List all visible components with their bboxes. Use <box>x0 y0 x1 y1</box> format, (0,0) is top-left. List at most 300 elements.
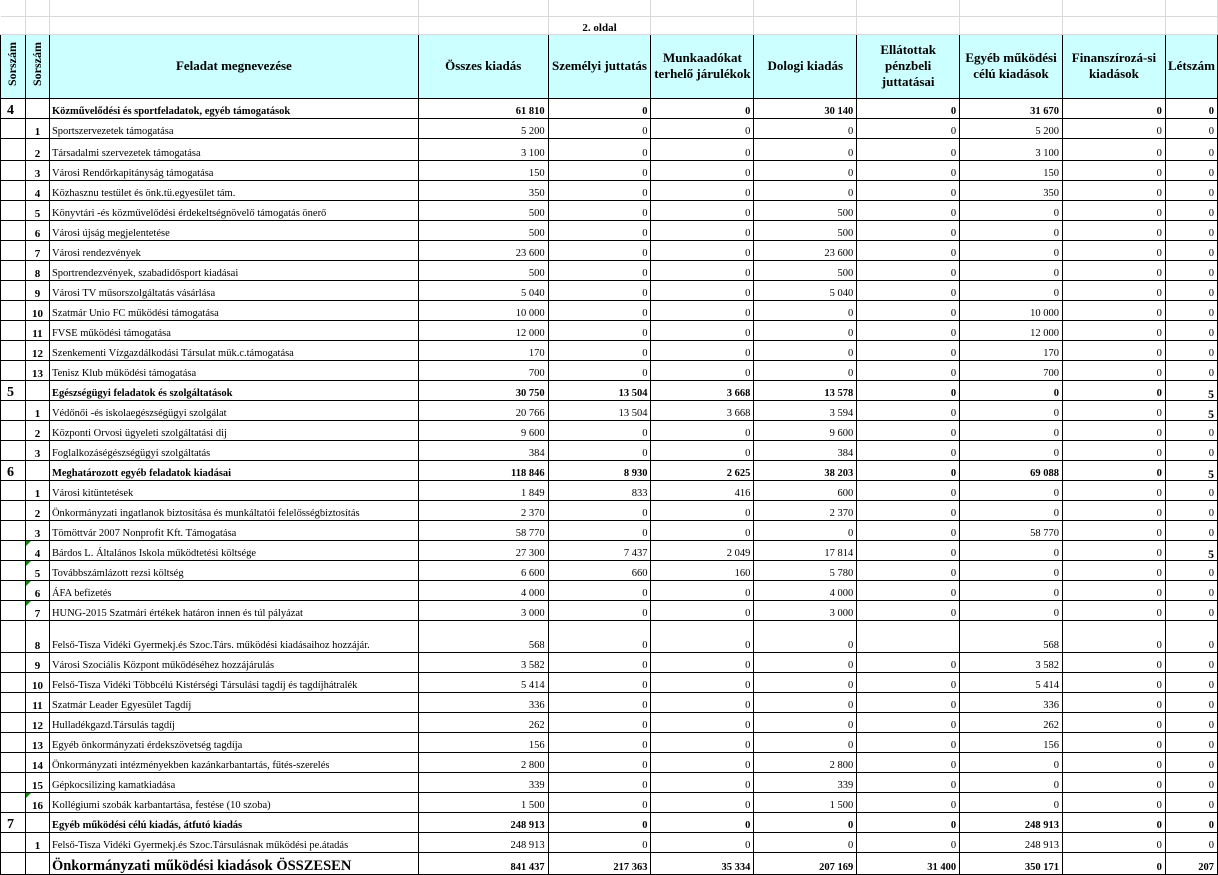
row-value: 0 <box>857 600 960 620</box>
row-name: Egyéb önkormányzati érdekszövetség tagdíja <box>49 732 418 752</box>
row-value: 262 <box>960 712 1063 732</box>
row-value: 0 <box>651 118 754 138</box>
row-value: 0 <box>754 692 857 712</box>
header-szemelyi: Személyi juttatás <box>548 34 651 98</box>
row-name: HUNG-2015 Szatmári értékek határon innen és túl pályázat <box>49 600 418 620</box>
row-value: 0 <box>1165 340 1217 360</box>
row-value: 0 <box>1165 480 1217 500</box>
row-name: Szenkementi Vízgazdálkodási Társulat mük.c.támogatása <box>49 340 418 360</box>
row-value: 0 <box>548 420 651 440</box>
row-value: 0 <box>1165 360 1217 380</box>
row-value: 31 670 <box>960 98 1063 118</box>
row-name: Sportrendezvények, szabadidősport kiadásai <box>49 260 418 280</box>
row-name: Központi Orvosi ügyeleti szolgáltatási dij <box>49 420 418 440</box>
row-value: 0 <box>1062 600 1165 620</box>
row-value: 0 <box>1062 480 1165 500</box>
row-value: 0 <box>857 772 960 792</box>
header-egyeb: Egyéb működési célú kiadások <box>960 34 1063 98</box>
row-value: 0 <box>548 200 651 220</box>
row-value: 0 <box>857 440 960 460</box>
row-value: 0 <box>857 360 960 380</box>
row-name: Felső-Tisza Vidéki Gyermekj.és Szoc.Társulásnak működési pe.átadás <box>49 832 418 852</box>
row-value: 30 140 <box>754 98 857 118</box>
row-code-cell <box>1 520 26 540</box>
row-value: 350 <box>960 180 1063 200</box>
table-row <box>1 520 1218 540</box>
header-osszes: Összes kiadás <box>418 34 548 98</box>
row-subcode: 8 <box>25 260 49 280</box>
row-code-cell <box>1 118 26 138</box>
row-value: 0 <box>1062 260 1165 280</box>
row-value: 0 <box>960 200 1063 220</box>
row-value: 0 <box>548 672 651 692</box>
row-name: Társadalmi szervezetek támogatása <box>49 138 418 160</box>
row-value: 0 <box>1165 420 1217 440</box>
row-value: 217 363 <box>548 852 651 874</box>
row-subcode: 12 <box>25 712 49 732</box>
row-value: 0 <box>651 160 754 180</box>
row-value: 0 <box>651 672 754 692</box>
row-value: 38 203 <box>754 460 857 480</box>
table-row <box>1 300 1218 320</box>
row-name: Szatmár Leader Egyesület Tagdíj <box>49 692 418 712</box>
row-value: 0 <box>1165 600 1217 620</box>
row-value: 416 <box>651 480 754 500</box>
row-subcode: 11 <box>25 320 49 340</box>
row-name: Kollégiumi szobák karbantartása, festése (10 szoba) <box>49 792 418 812</box>
row-value: 2 370 <box>754 500 857 520</box>
row-value: 500 <box>754 220 857 240</box>
row-code-cell <box>1 500 26 520</box>
row-value: 0 <box>754 118 857 138</box>
row-value: 0 <box>548 340 651 360</box>
table-row <box>1 540 1218 560</box>
row-value: 5 040 <box>754 280 857 300</box>
row-value: 0 <box>857 460 960 480</box>
row-value: 339 <box>418 772 548 792</box>
row-value: 0 <box>1062 200 1165 220</box>
row-subcode: 15 <box>25 772 49 792</box>
row-name: Felső-Tisza Vidéki Többcélú Kistérségi Társulási tagdíj és tagdíjhátralék <box>49 672 418 692</box>
row-value: 0 <box>1062 440 1165 460</box>
row-value: 13 504 <box>548 400 651 420</box>
header-munkaado: Munkaadókat terhelő járulékok <box>651 34 754 98</box>
row-value: 3 582 <box>418 652 548 672</box>
row-value: 12 000 <box>960 320 1063 340</box>
row-value: 0 <box>960 220 1063 240</box>
row-value: 0 <box>1062 340 1165 360</box>
row-value: 0 <box>651 280 754 300</box>
row-code-cell <box>1 240 26 260</box>
row-value: 0 <box>754 712 857 732</box>
row-subcode: 12 <box>25 340 49 360</box>
row-subcode: 11 <box>25 692 49 712</box>
row-value: 0 <box>1165 220 1217 240</box>
row-value: 0 <box>754 360 857 380</box>
row-value: 0 <box>754 652 857 672</box>
row-value: 0 <box>651 692 754 712</box>
row-subcode: 13 <box>25 732 49 752</box>
row-value: 0 <box>754 340 857 360</box>
row-value: 0 <box>651 752 754 772</box>
row-value: 0 <box>857 320 960 340</box>
row-value: 0 <box>1165 792 1217 812</box>
row-value: 0 <box>1165 772 1217 792</box>
table-row <box>1 620 1218 652</box>
row-value: 0 <box>1062 98 1165 118</box>
row-value: 0 <box>1165 752 1217 772</box>
header-sorszam-2: Sorszám <box>25 34 49 98</box>
row-subcode <box>25 812 49 832</box>
row-value: 0 <box>548 260 651 280</box>
row-value: 5 414 <box>418 672 548 692</box>
row-value: 0 <box>857 380 960 400</box>
row-value: 0 <box>548 220 651 240</box>
row-value: 4 000 <box>754 580 857 600</box>
row-subcode <box>25 380 49 400</box>
row-subcode: 6 <box>25 580 49 600</box>
row-value: 0 <box>1062 712 1165 732</box>
row-code-cell <box>1 138 26 160</box>
row-name: Közművelődési és sportfeladatok, egyéb támogatások <box>49 98 418 118</box>
row-value: 23 600 <box>754 240 857 260</box>
table-row <box>1 672 1218 692</box>
row-value: 0 <box>1165 672 1217 692</box>
row-name: ÁFA befizetés <box>49 580 418 600</box>
row-value: 0 <box>857 180 960 200</box>
row-code-cell <box>1 852 26 874</box>
row-value: 0 <box>651 832 754 852</box>
row-value: 3 594 <box>754 400 857 420</box>
row-value: 2 800 <box>418 752 548 772</box>
row-name: Önkormányzati intézményekben kazánkarbantartás, fűtés-szerelés <box>49 752 418 772</box>
row-value: 0 <box>1165 98 1217 118</box>
row-value: 568 <box>960 620 1063 652</box>
row-value: 0 <box>1165 732 1217 752</box>
row-code-cell <box>1 600 26 620</box>
table-row <box>1 360 1218 380</box>
row-value: 170 <box>418 340 548 360</box>
row-value: 0 <box>651 260 754 280</box>
row-code-cell <box>1 752 26 772</box>
row-value: 0 <box>857 520 960 540</box>
row-value: 0 <box>960 440 1063 460</box>
row-name: Városi rendezvények <box>49 240 418 260</box>
row-value: 0 <box>754 320 857 340</box>
row-value: 0 <box>857 832 960 852</box>
row-value: 0 <box>754 138 857 160</box>
row-value: 5 <box>1165 460 1217 480</box>
row-value: 0 <box>1165 300 1217 320</box>
row-value: 0 <box>1062 692 1165 712</box>
row-value: 0 <box>651 240 754 260</box>
row-value: 5 <box>1165 400 1217 420</box>
row-code-cell <box>1 280 26 300</box>
row-value: 0 <box>548 98 651 118</box>
row-value: 0 <box>960 752 1063 772</box>
row-value: 0 <box>857 500 960 520</box>
row-value: 61 810 <box>418 98 548 118</box>
table-row <box>1 340 1218 360</box>
row-value: 0 <box>857 812 960 832</box>
row-code-cell <box>1 260 26 280</box>
row-value: 0 <box>857 220 960 240</box>
row-subcode: 1 <box>25 118 49 138</box>
row-name: Könyvtári -és közművelődési érdekeltségnövelő támogatás önerő <box>49 200 418 220</box>
row-name: Védőnői -és iskolaegészségügyi szolgálat <box>49 400 418 420</box>
row-value: 0 <box>548 792 651 812</box>
row-value: 0 <box>651 98 754 118</box>
row-value: 0 <box>1165 832 1217 852</box>
row-value: 0 <box>548 620 651 652</box>
header-ellatottak: Ellátottak pénzbeli juttatásai <box>857 34 960 98</box>
section-code: 6 <box>1 460 26 480</box>
row-value: 0 <box>1062 180 1165 200</box>
row-subcode: 3 <box>25 160 49 180</box>
table-row <box>1 652 1218 672</box>
row-value: 700 <box>418 360 548 380</box>
row-value: 336 <box>960 692 1063 712</box>
row-value: 0 <box>651 812 754 832</box>
row-value: 0 <box>1062 460 1165 480</box>
row-value: 1 849 <box>418 480 548 500</box>
row-value: 0 <box>651 180 754 200</box>
row-value: 0 <box>857 200 960 220</box>
row-value: 500 <box>418 260 548 280</box>
row-value: 0 <box>1165 500 1217 520</box>
row-value: 660 <box>548 560 651 580</box>
table-row <box>1 420 1218 440</box>
row-value: 350 <box>418 180 548 200</box>
row-subcode: 1 <box>25 400 49 420</box>
row-value: 31 400 <box>857 852 960 874</box>
row-value: 0 <box>548 280 651 300</box>
row-name: Hulladékgazd.Társulás tagdíj <box>49 712 418 732</box>
row-value: 10 000 <box>960 300 1063 320</box>
row-value: 0 <box>1165 180 1217 200</box>
row-name: Városi Szociális Központ működéséhez hozzájárulás <box>49 652 418 672</box>
row-code-cell <box>1 440 26 460</box>
row-value: 0 <box>1062 832 1165 852</box>
row-value: 0 <box>857 118 960 138</box>
row-value: 13 578 <box>754 380 857 400</box>
table-row <box>1 480 1218 500</box>
row-value: 0 <box>857 400 960 420</box>
row-value: 0 <box>960 500 1063 520</box>
row-value: 0 <box>1165 520 1217 540</box>
row-value: 2 370 <box>418 500 548 520</box>
row-subcode: 4 <box>25 540 49 560</box>
row-value: 0 <box>651 620 754 652</box>
row-value: 0 <box>857 240 960 260</box>
row-value: 0 <box>1062 160 1165 180</box>
row-value: 118 846 <box>418 460 548 480</box>
row-value: 2 049 <box>651 540 754 560</box>
row-subcode <box>25 852 49 874</box>
row-value: 3 000 <box>418 600 548 620</box>
table-row <box>1 118 1218 138</box>
row-value: 0 <box>548 732 651 752</box>
row-code-cell <box>1 160 26 180</box>
row-value: 0 <box>754 812 857 832</box>
table-row <box>1 138 1218 160</box>
row-subcode: 5 <box>25 200 49 220</box>
row-value: 0 <box>651 600 754 620</box>
header-row <box>1 34 1218 98</box>
row-value: 0 <box>1165 280 1217 300</box>
row-value: 4 000 <box>418 580 548 600</box>
row-name: Meghatározott egyéb feladatok kiadásai <box>49 460 418 480</box>
row-value: 1 500 <box>754 792 857 812</box>
row-value: 0 <box>1062 772 1165 792</box>
row-code-cell <box>1 300 26 320</box>
row-code-cell <box>1 652 26 672</box>
row-value: 12 000 <box>418 320 548 340</box>
row-value: 0 <box>857 672 960 692</box>
row-value: 0 <box>1062 500 1165 520</box>
row-value: 0 <box>1165 200 1217 220</box>
row-value: 0 <box>754 620 857 652</box>
row-value: 0 <box>548 360 651 380</box>
row-value: 0 <box>857 692 960 712</box>
row-subcode: 13 <box>25 360 49 380</box>
row-value: 23 600 <box>418 240 548 260</box>
row-value: 0 <box>1062 320 1165 340</box>
row-code-cell <box>1 540 26 560</box>
row-value: 0 <box>1062 652 1165 672</box>
section-code: 5 <box>1 380 26 400</box>
row-code-cell <box>1 620 26 652</box>
row-value: 0 <box>548 520 651 540</box>
row-value: 3 582 <box>960 652 1063 672</box>
row-name: Egészségügyi feladatok és szolgáltatások <box>49 380 418 400</box>
row-value: 0 <box>1062 540 1165 560</box>
row-value: 0 <box>548 160 651 180</box>
table-row <box>1 280 1218 300</box>
table-row <box>1 712 1218 732</box>
row-value: 17 814 <box>754 540 857 560</box>
row-value: 0 <box>1062 672 1165 692</box>
row-value: 0 <box>548 138 651 160</box>
row-value: 0 <box>1062 420 1165 440</box>
row-value: 384 <box>754 440 857 460</box>
row-value: 0 <box>1062 400 1165 420</box>
row-value: 0 <box>960 772 1063 792</box>
row-value: 0 <box>1165 560 1217 580</box>
row-value: 0 <box>651 200 754 220</box>
row-value: 0 <box>651 300 754 320</box>
row-value: 0 <box>1165 692 1217 712</box>
row-name: FVSE működési támogatása <box>49 320 418 340</box>
row-subcode: 7 <box>25 600 49 620</box>
row-value: 150 <box>960 160 1063 180</box>
row-value: 0 <box>548 500 651 520</box>
row-value: 0 <box>1062 812 1165 832</box>
row-value: 0 <box>1062 138 1165 160</box>
table-row <box>1 220 1218 240</box>
row-code-cell <box>1 200 26 220</box>
row-value: 5 <box>1165 540 1217 560</box>
row-value: 0 <box>1062 560 1165 580</box>
row-value: 384 <box>418 440 548 460</box>
header-letszam: Létszám <box>1165 34 1217 98</box>
row-value: 0 <box>754 672 857 692</box>
row-value: 0 <box>548 712 651 732</box>
row-value: 0 <box>1165 580 1217 600</box>
row-code-cell <box>1 732 26 752</box>
row-code-cell <box>1 180 26 200</box>
row-value: 0 <box>548 692 651 712</box>
row-value: 6 600 <box>418 560 548 580</box>
row-name: Gépkocsilizing kamatkiadása <box>49 772 418 792</box>
row-value: 0 <box>651 732 754 752</box>
row-value: 2 800 <box>754 752 857 772</box>
row-value: 0 <box>960 580 1063 600</box>
row-name: Városi újság megjelentetése <box>49 220 418 240</box>
row-value: 2 625 <box>651 460 754 480</box>
row-value: 0 <box>754 732 857 752</box>
section-row <box>1 812 1218 832</box>
row-subcode: 3 <box>25 440 49 460</box>
row-subcode <box>25 98 49 118</box>
page-label: 2. oldal <box>548 16 651 34</box>
row-value: 0 <box>857 712 960 732</box>
row-value: 5 040 <box>418 280 548 300</box>
row-value: 0 <box>1165 118 1217 138</box>
row-subcode: 2 <box>25 138 49 160</box>
row-subcode: 5 <box>25 560 49 580</box>
row-code-cell <box>1 480 26 500</box>
row-subcode: 1 <box>25 480 49 500</box>
header-sorszam-1: Sorszám <box>1 34 26 98</box>
row-value: 58 770 <box>418 520 548 540</box>
table-row <box>1 752 1218 772</box>
row-value: 0 <box>651 520 754 540</box>
row-value: 248 913 <box>960 832 1063 852</box>
row-subcode: 7 <box>25 240 49 260</box>
row-name: Tenisz Klub működési támogatása <box>49 360 418 380</box>
row-value: 0 <box>754 180 857 200</box>
row-code-cell <box>1 792 26 812</box>
row-value: 0 <box>1062 520 1165 540</box>
row-value: 0 <box>960 540 1063 560</box>
table-row <box>1 692 1218 712</box>
row-value: 3 668 <box>651 380 754 400</box>
row-value: 0 <box>1062 732 1165 752</box>
table-row <box>1 240 1218 260</box>
row-value: 0 <box>960 400 1063 420</box>
row-value: 27 300 <box>418 540 548 560</box>
row-value: 0 <box>857 580 960 600</box>
row-subcode: 2 <box>25 500 49 520</box>
row-value: 0 <box>1062 792 1165 812</box>
header-dologi: Dologi kiadás <box>754 34 857 98</box>
row-value: 58 770 <box>960 520 1063 540</box>
row-name: Közhasznu testület és önk.tü.egyesület tám. <box>49 180 418 200</box>
row-value: 0 <box>1165 138 1217 160</box>
row-value: 0 <box>1062 852 1165 874</box>
row-value: 500 <box>418 220 548 240</box>
row-value: 0 <box>960 792 1063 812</box>
row-value: 0 <box>857 280 960 300</box>
row-value: 3 100 <box>960 138 1063 160</box>
row-value: 0 <box>651 340 754 360</box>
total-label: Önkormányzati működési kiadások ÖSSZESEN <box>49 852 418 874</box>
row-value: 9 600 <box>418 420 548 440</box>
row-value: 0 <box>1062 300 1165 320</box>
row-value: 0 <box>1165 320 1217 340</box>
row-code-cell <box>1 400 26 420</box>
